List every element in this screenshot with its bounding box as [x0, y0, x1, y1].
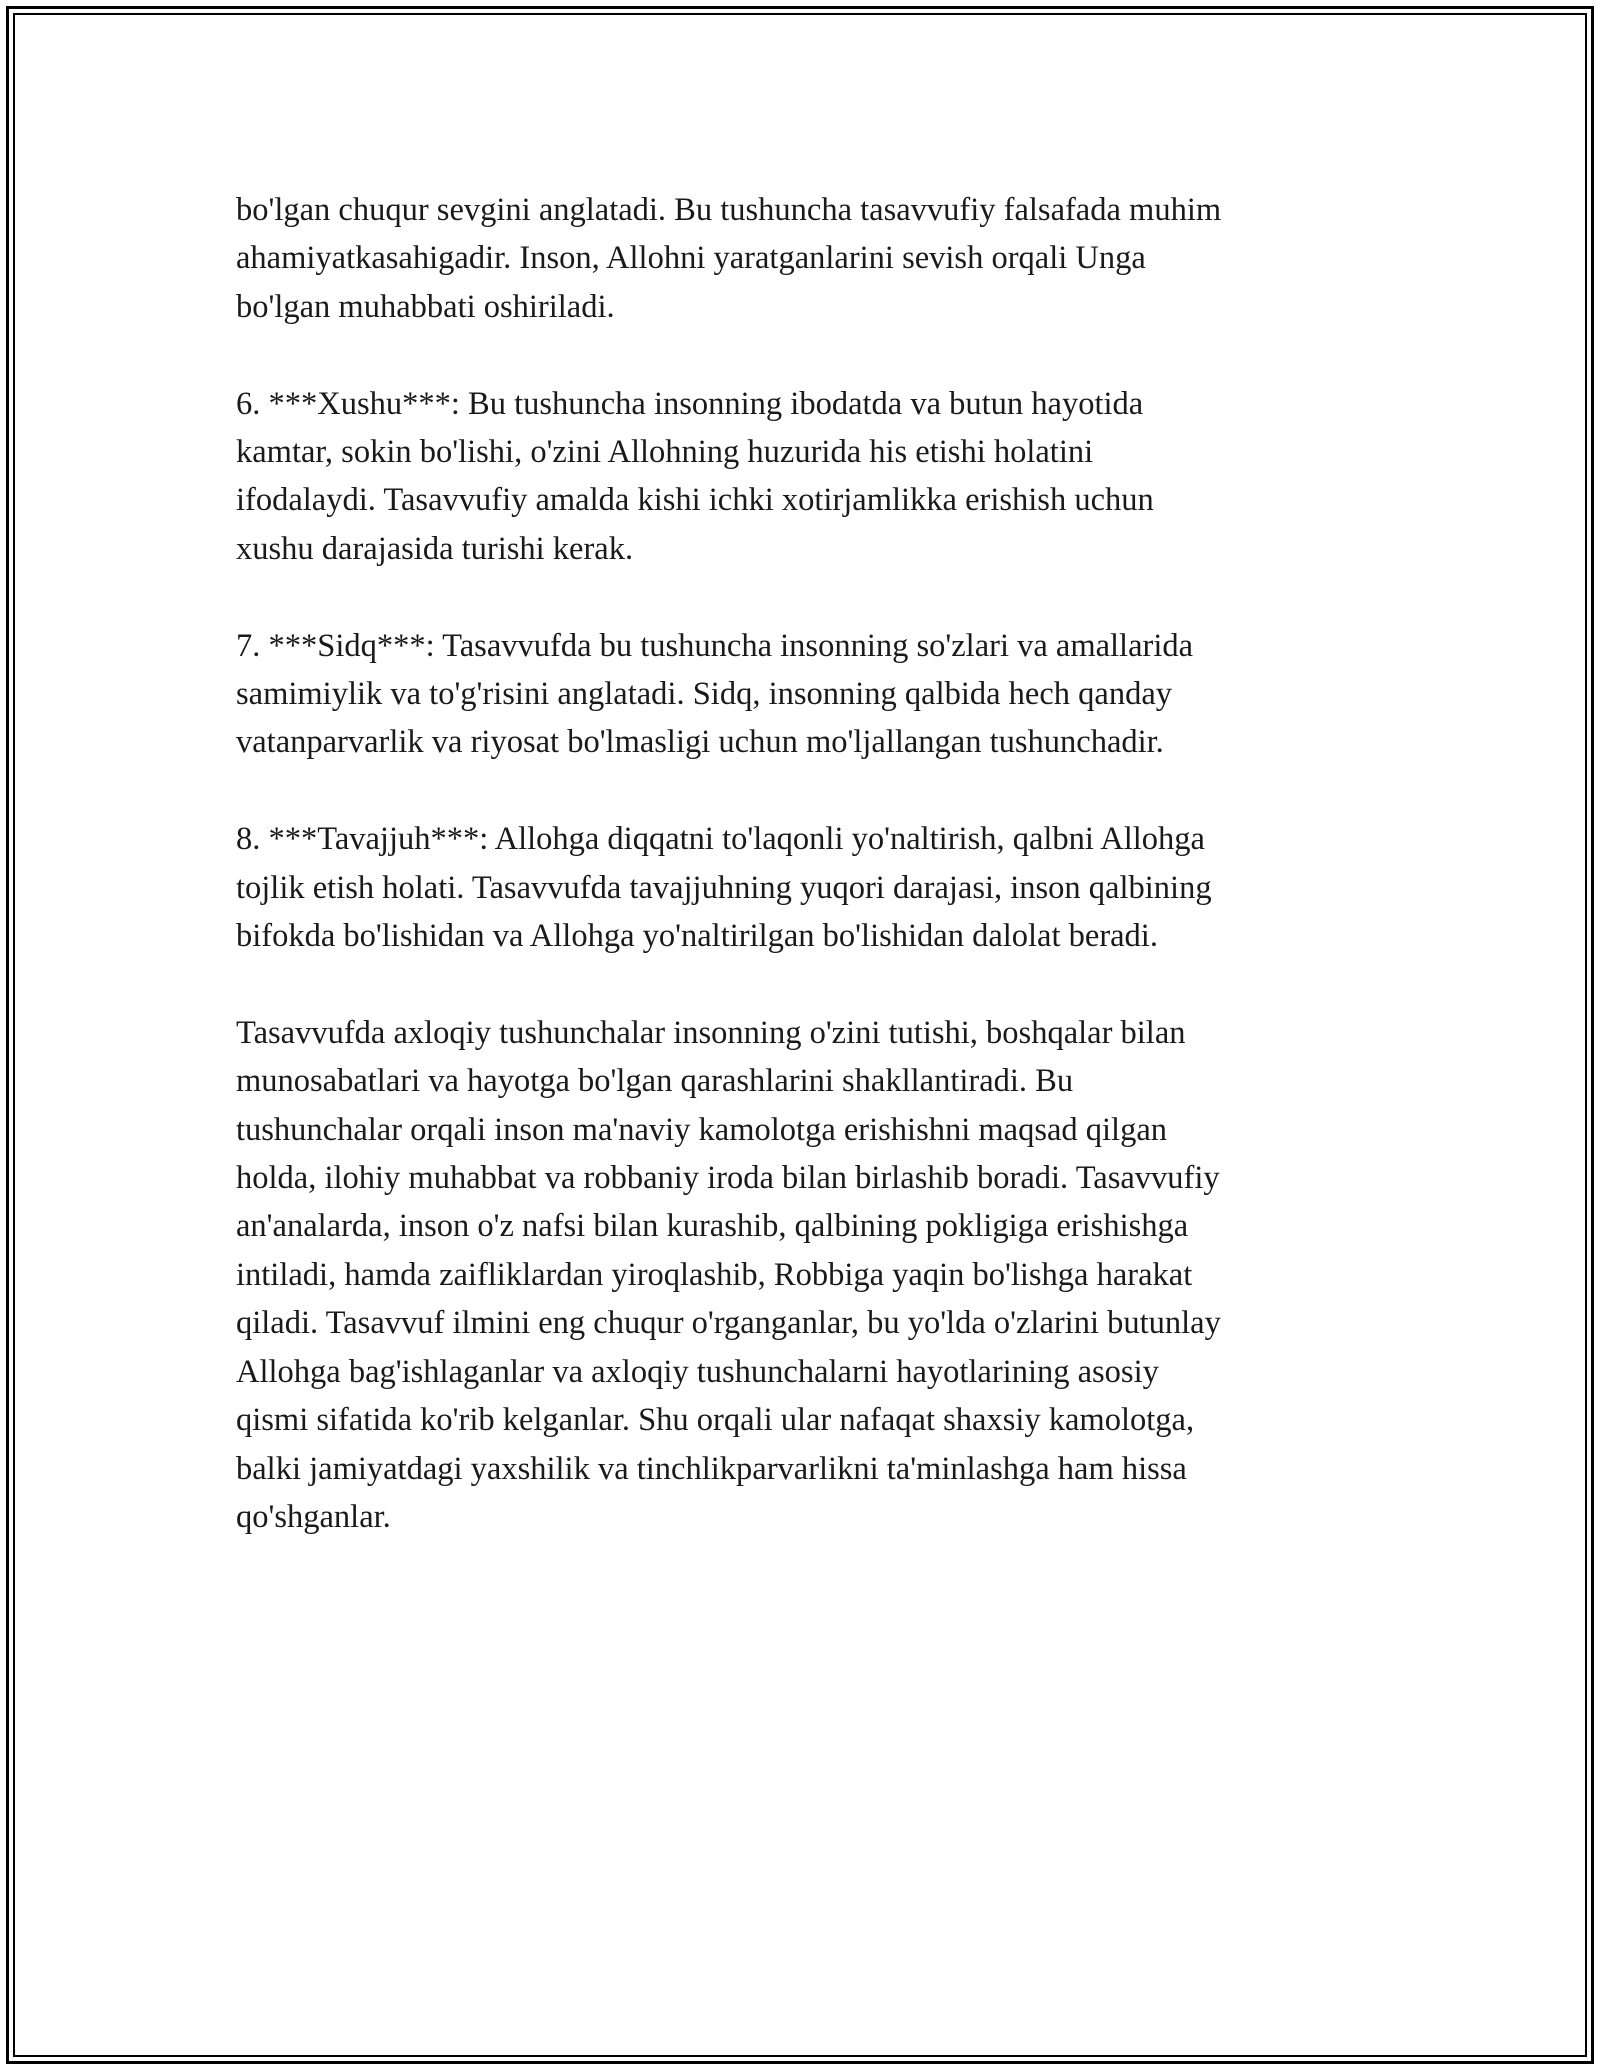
text-line: xushu darajasida turishi kerak.	[236, 530, 634, 567]
paragraph-tavajjuh	[236, 815, 1366, 960]
paragraph-sidq	[236, 622, 1366, 767]
text-line: 8. ***Tavajjuh***: Allohga diqqatni to'laqonli yo'naltirish, qalbni Allohga	[236, 821, 1205, 858]
text-line: tushunchalar orqali inson ma'naviy kamolotga erishishni maqsad qilgan	[236, 1111, 1168, 1148]
text-line: holda, ilohiy muhabbat va robbaniy iroda bilan birlashib boradi. Tasavvufiy	[236, 1160, 1220, 1197]
text-line: ahamiyatkasahigadir. Inson, Allohni yaratganlarini sevish orqali Unga	[236, 240, 1146, 277]
text-line: 7. ***Sidq***: Tasavvufda bu tushuncha insonning so'zlari va amallarida	[236, 627, 1194, 664]
paragraph-muhabbat-continuation	[236, 186, 1366, 331]
text-line: kamtar, sokin bo'lishi, o'zini Allohning huzurida his etishi holatini	[236, 434, 1094, 471]
document-body	[236, 186, 1366, 1541]
text-line: balki jamiyatdagi yaxshilik va tinchlikparvarlikni ta'minlashga ham hissa	[236, 1450, 1187, 1487]
text-line: an'analarda, inson o'z nafsi bilan kurashib, qalbining pokligiga erishishga	[236, 1208, 1189, 1245]
text-line: ifodalaydi. Tasavvufiy amalda kishi ichki xotirjamlikka erishish uchun	[236, 482, 1154, 519]
text-line: qo'shganlar.	[236, 1498, 391, 1535]
text-line: bifokda bo'lishidan va Allohga yo'naltirilgan bo'lishidan dalolat beradi.	[236, 918, 1158, 955]
paragraph-xushu	[236, 380, 1366, 574]
text-line: Allohga bag'ishlaganlar va axloqiy tushunchalarni hayotlarining asosiy	[236, 1353, 1159, 1390]
text-line: qiladi. Tasavvuf ilmini eng chuqur o'rganganlar, bu yo'lda o'zlarini butunlay	[236, 1305, 1221, 1342]
text-line: 6. ***Xushu***: Bu tushuncha insonning ibodatda va butun hayotida	[236, 385, 1144, 422]
text-line: munosabatlari va hayotga bo'lgan qarashlarini shakllantiradi. Bu	[236, 1063, 1074, 1100]
text-line: intiladi, hamda zaifliklardan yiroqlashib, Robbiga yaqin bo'lishga harakat	[236, 1256, 1193, 1293]
paragraph-conclusion	[236, 1009, 1366, 1541]
text-line: qismi sifatida ko'rib kelganlar. Shu orqali ular nafaqat shaxsiy kamolotga,	[236, 1402, 1195, 1439]
text-line: bo'lgan chuqur sevgini anglatadi. Bu tushuncha tasavvufiy falsafada muhim	[236, 192, 1222, 228]
text-line: bo'lgan muhabbati oshiriladi.	[236, 288, 615, 325]
text-line: vatanparvarlik va riyosat bo'lmasligi uchun mo'ljallangan tushunchadir.	[236, 724, 1164, 761]
text-line: Tasavvufda axloqiy tushunchalar insonning o'zini tutishi, boshqalar bilan	[236, 1014, 1186, 1051]
text-line: samimiylik va to'g'risini anglatadi. Sidq, insonning qalbida hech qanday	[236, 676, 1173, 713]
text-line: tojlik etish holati. Tasavvufda tavajjuhning yuqori darajasi, inson qalbining	[236, 869, 1212, 906]
